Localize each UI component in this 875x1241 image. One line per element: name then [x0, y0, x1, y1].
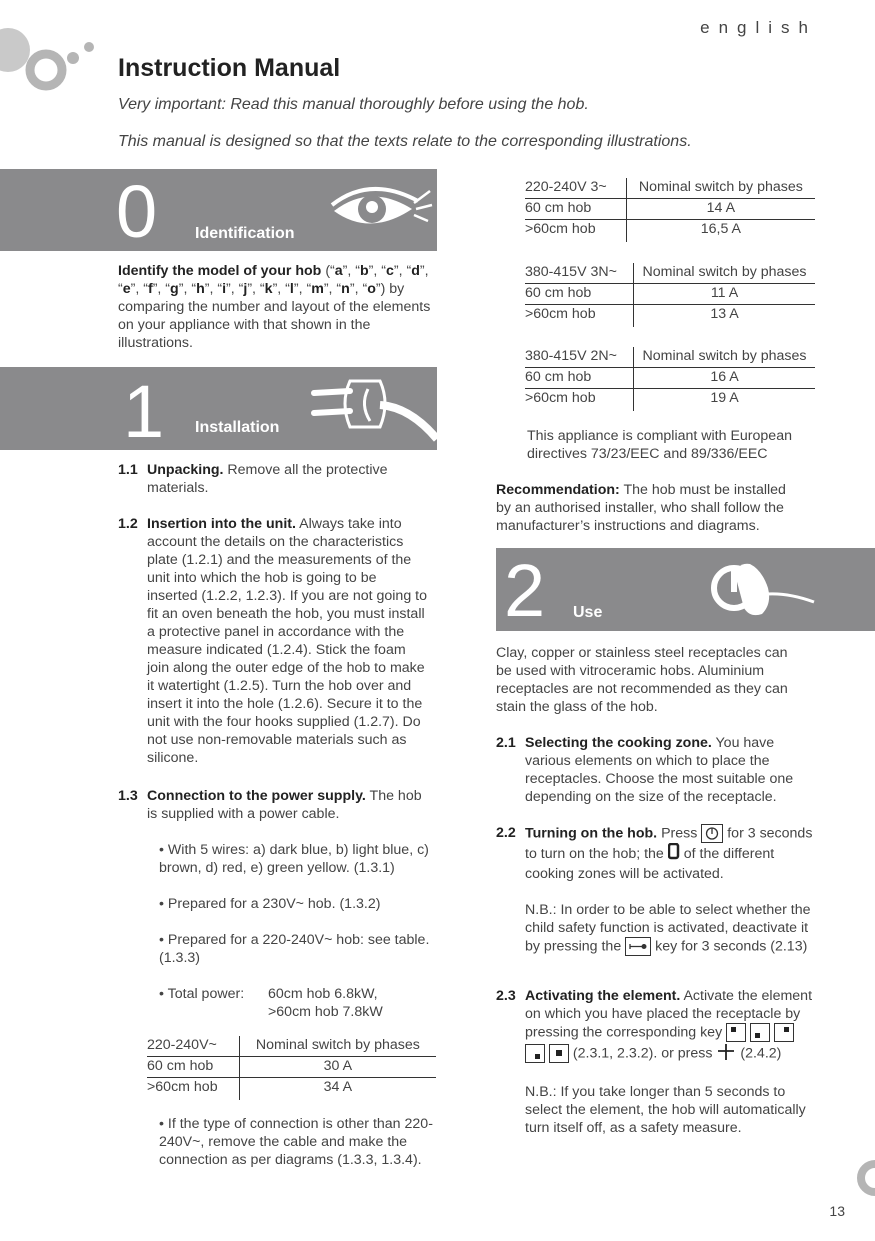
- section-1-number: 1: [123, 370, 165, 453]
- table-header: Nominal switch by phases: [626, 178, 815, 199]
- power-table-3n: [525, 263, 815, 327]
- table-cell: 34 A: [239, 1078, 436, 1101]
- zone-key-5-icon: [549, 1044, 569, 1063]
- item-lead: Selecting the cooking zone.: [525, 735, 712, 751]
- section-2-number: 2: [504, 549, 546, 632]
- section-1-header: [0, 367, 437, 453]
- table-header: Nominal switch by phases: [634, 347, 815, 368]
- item-lead: Activating the element.: [525, 988, 681, 1004]
- item-lead: Connection to the power supply.: [147, 788, 366, 804]
- zone-key-2-icon: [750, 1023, 770, 1042]
- table-cell: >60cm hob: [525, 221, 596, 237]
- item-lead: Insertion into the unit.: [147, 516, 296, 532]
- corner-logo-icon: [845, 1160, 875, 1196]
- section-1-label: Installation: [195, 419, 280, 436]
- page-number: 13: [829, 1203, 845, 1219]
- identification-body: (“a”, “b”, “c”, “d”, “e”, “f”, “g”, “h”, “i”, “j”, “k”, “l”, “m”, “n”, “o”) by comparing the number and layout of the elements on your appliance with that shown in the illustrations.: [118, 263, 431, 351]
- total-power-gt60: >60cm hob 7.8kW: [268, 1004, 383, 1020]
- item-number: 1.3: [118, 788, 138, 804]
- nb-text: key for 3 seconds (2.13): [651, 938, 808, 955]
- power-key-icon: [701, 824, 723, 843]
- power-table-2n: [525, 347, 815, 411]
- table-header: 220-240V~: [147, 1036, 239, 1057]
- item-number: 2.1: [496, 735, 516, 751]
- table-header: Nominal switch by phases: [239, 1036, 436, 1057]
- table-cell: 30 A: [239, 1057, 436, 1078]
- table-cell: 19 A: [634, 389, 815, 412]
- item-text: for 3 seconds to turn on the hob; the: [525, 825, 813, 862]
- section-0-number: 0: [116, 170, 158, 253]
- section-2-header: [496, 548, 875, 631]
- item-text: Remove all the protective materials.: [147, 462, 388, 496]
- item-number: 1.2: [118, 516, 138, 532]
- item-2-2: [496, 824, 816, 969]
- lock-key-icon: [625, 937, 651, 956]
- item-number: 1.1: [118, 462, 138, 478]
- recommendation-text: The hob must be installed by an authorised installer, who shall follow the manufacturer’s instructions and diagrams.: [496, 482, 786, 534]
- total-power-label: • Total power:: [159, 986, 245, 1002]
- table-cell: 60 cm hob: [147, 1057, 239, 1078]
- table-header: 380-415V 3N~: [525, 263, 634, 284]
- eye-icon: [330, 181, 434, 237]
- table-cell: 16,5 A: [626, 220, 815, 243]
- item-text: (2.4.2): [736, 1045, 782, 1062]
- intro-line-2: This manual is designed so that the texts relate to the corresponding illustrations.: [118, 133, 692, 150]
- table-cell: >60cm hob: [147, 1079, 218, 1095]
- identification-lead: Identify the model of your hob: [118, 263, 322, 279]
- section-2-label: Use: [573, 604, 603, 621]
- table-cell: 16 A: [634, 368, 815, 389]
- use-intro: Clay, copper or stainless steel receptacles can be used with vitroceramic hobs. Aluminium receptacles are not recommended as they can stain the glass of the hob.: [496, 645, 788, 715]
- recommendation: [496, 481, 802, 535]
- table-header: 380-415V 2N~: [525, 347, 634, 368]
- identification-text: [118, 262, 434, 352]
- power-table-220-240v: [147, 1036, 436, 1100]
- table-cell: >60cm hob: [525, 306, 596, 322]
- zone-key-3-icon: [774, 1023, 794, 1042]
- item-text: You have various elements on which to place the receptacles. Choose the most suitable one depending on the size of the receptacle.: [525, 735, 794, 805]
- table-header: Nominal switch by phases: [634, 263, 815, 284]
- item-number: 2.2: [496, 825, 516, 841]
- item-text: The hob is supplied with a power cable.: [147, 788, 422, 822]
- language-label: english: [700, 18, 817, 37]
- power-table-3: [525, 178, 815, 242]
- compliance-text: This appliance is compliant with European directives 73/23/EEC and 89/336/EEC: [527, 428, 792, 462]
- zero-display-icon: [668, 843, 680, 865]
- item-lead: Unpacking.: [147, 462, 224, 478]
- bullet-other-connection: • If the type of connection is other than 220-240V~, remove the cable and make the connection as per diagrams (1.3.3, 1.3.4).: [159, 1116, 433, 1168]
- brand-logo-icon: [0, 20, 100, 100]
- plug-icon: [310, 377, 437, 443]
- item-text: Activate the element on which you have placed the receptacle by pressing the corresponding key: [525, 988, 813, 1041]
- item-2-3: [496, 987, 816, 1147]
- touch-power-icon: [706, 558, 826, 628]
- nb-text: N.B.: If you take longer than 5 seconds to select the element, the hob will automatically turn itself off, as a safety measure.: [525, 1084, 806, 1136]
- total-power-60: 60cm hob 6.8kW,: [268, 986, 378, 1002]
- intro-line-1: Very important: Read this manual thoroughly before using the hob.: [118, 96, 589, 113]
- page-title: Instruction Manual: [118, 54, 341, 82]
- table-cell: 60 cm hob: [525, 199, 626, 220]
- bullet-230v: • Prepared for a 230V~ hob. (1.3.2): [159, 896, 381, 912]
- item-text: Press: [657, 825, 698, 842]
- zone-key-4-icon: [525, 1044, 545, 1063]
- item-2-1: [496, 734, 816, 806]
- item-1-3: [118, 787, 438, 827]
- table-cell: 11 A: [634, 284, 815, 305]
- item-1-2: [118, 515, 438, 775]
- table-cell: 14 A: [626, 199, 815, 220]
- table-header: 220-240V 3~: [525, 178, 626, 199]
- item-text: of the different cooking zones will be activated.: [525, 845, 775, 882]
- item-1-1: [118, 461, 438, 497]
- item-lead: Turning on the hob.: [525, 825, 658, 842]
- recommendation-lead: Recommendation:: [496, 482, 620, 498]
- bullet-220-240v: • Prepared for a 220-240V~ hob: see table. (1.3.3): [159, 932, 430, 966]
- table-cell: 13 A: [634, 305, 815, 328]
- item-text: Always take into account the details on the characteristics plate (1.2.1) and the measurements of the unit into which the hob is going to be inserted (1.2.2, 1.2.3). If you are not going to fit an oven beneath the hob, you must install a protective panel in accordance with the measure indicated (1.2.4). Stick the foam join along the outer edge of the hob to make it watertight (1.2.5). Turn the hob over and insert it into the hole (1.2.6). Secure it to the unit with the four hooks supplied (1.2.7). Do not use non-removable materials such as silicone.: [147, 516, 427, 766]
- bullet-wires: • With 5 wires: a) dark blue, b) light blue, c) brown, d) red, e) green yellow. (1.3.1): [159, 842, 429, 876]
- nb-text: N.B.: In order to be able to select whether the child safety function is activated, deactivate it by pressing the: [525, 902, 811, 955]
- table-cell: 60 cm hob: [525, 284, 634, 305]
- plus-key-icon: [716, 1042, 736, 1065]
- item-text: (2.3.1, 2.3.2). or press: [568, 1045, 713, 1062]
- table-cell: 60 cm hob: [525, 368, 634, 389]
- section-0-label: Identification: [195, 225, 295, 242]
- item-number: 2.3: [496, 988, 516, 1004]
- zone-key-1-icon: [726, 1023, 746, 1042]
- section-0-header: [0, 169, 437, 251]
- table-cell: >60cm hob: [525, 390, 596, 406]
